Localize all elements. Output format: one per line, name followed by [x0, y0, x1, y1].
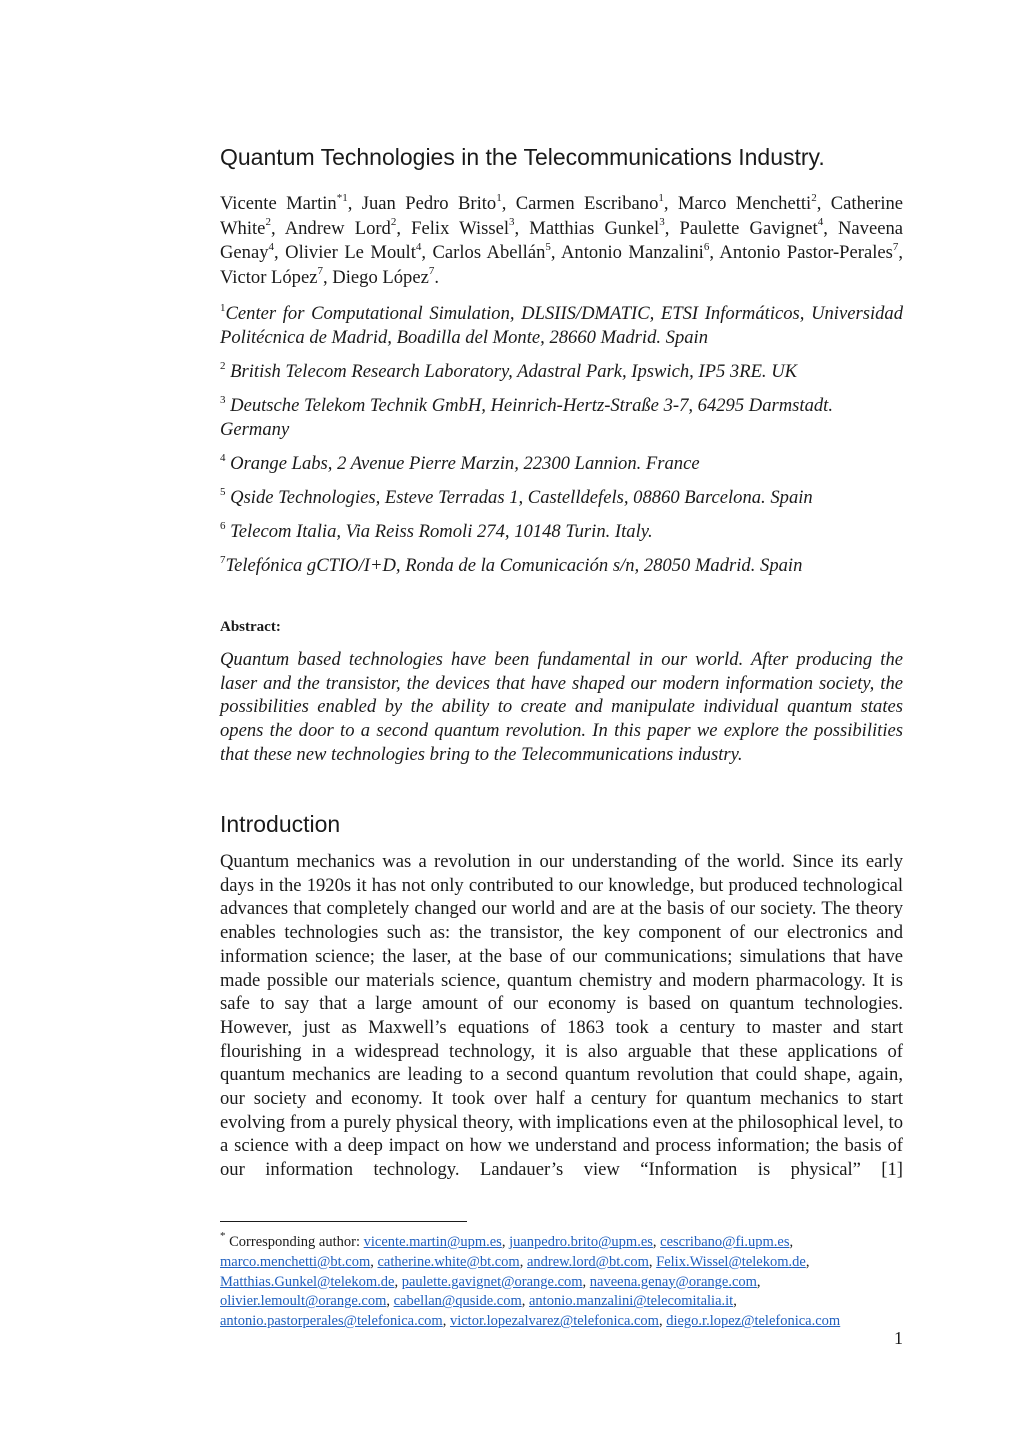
author-name: Diego López: [332, 266, 429, 288]
author-separator: ,: [270, 217, 285, 239]
author-separator: .: [434, 266, 439, 288]
author-separator: ,: [421, 242, 433, 263]
footnote-divider: [220, 1221, 467, 1222]
author-affiliation-mark: 6: [703, 240, 710, 253]
author-name: Catherine White: [220, 193, 904, 239]
author-name: Matthias Gunkel: [529, 217, 660, 239]
email-link[interactable]: cescribano@fi.upm.es: [660, 1234, 790, 1250]
author-name: Carlos Abellán: [432, 242, 546, 263]
email-separator: ,: [386, 1293, 394, 1310]
affiliation-7: $^7$Telefónica gCTIO/I+D, Ronda de la Comunicación s/n, 28050 Madrid. Spain: [220, 553, 803, 576]
email-separator: ,: [805, 1253, 810, 1270]
email-link[interactable]: olivier.lemoult@orange.com: [220, 1293, 387, 1310]
introduction-paragraph: Quantum mechanics was a revolution in our understanding of the world. Since its early days in the 1920s it has not only contributed to our knowledge, but produced technological advances that completely changed our world and are at the basis of our society. The theory enables technologies such as: the transistor, the key component of our electronics and information science; the laser, at the base of our communications; simulations that have made possible our materials science, quantum chemistry and modern pharmacology. It is safe to say that a large amount of our economy is based on quantum technologies. However, just as Maxwell’s equations of 1863 took a century to master and start flourishing in a widespread technology, it is also arguable that these applications of quantum mechanics are leading to a second quantum revolution that could shape, again, our society and economy. It took over half a century for quantum mechanics to start evolving from a purely physical theory, with implications even at the philosophical level, to a science with a deep impact on how we understand and process information; the basis of our information technology. Landauer’s view “Information is physical” [1]: [220, 851, 903, 1181]
email-link[interactable]: diego.r.lopez@telefonica.com: [666, 1313, 841, 1330]
email-separator: ,: [756, 1273, 761, 1290]
email-link[interactable]: catherine.white@bt.com: [377, 1253, 520, 1270]
author-affiliation-mark: 4: [415, 240, 422, 253]
author-name: Marco Menchetti: [677, 193, 812, 214]
author-name: Juan Pedro Brito: [361, 193, 497, 214]
email-link[interactable]: antonio.pastorperales@telefonica.com: [220, 1313, 443, 1330]
author-name: Naveena Genay: [220, 217, 904, 263]
email-link[interactable]: cabellan@quside.com: [393, 1293, 522, 1310]
affiliation-3: $^3$ Deutsche Telekom Technik GmbH, Heinrich-Hertz-Straße 3-7, 64295 Darmstadt. Germany: [220, 393, 833, 440]
email-separator: ,: [582, 1273, 590, 1290]
author-separator: ,: [664, 217, 680, 239]
author-name: Andrew Lord: [284, 217, 391, 239]
email-link[interactable]: naveena.genay@orange.com: [589, 1273, 757, 1290]
abstract-text: Quantum based technologies have been fundamental in our world. After producing the laser and the transistor, the devices that have shaped our modern information society, the possibilities enabled by the ability to create and manipulate individual quantum states opens the door to a second quantum revolution. In this paper we explore the possibilities that these new technologies bring to the Telecommunications industry.: [220, 649, 903, 765]
author-name: Olivier Le Moult: [285, 242, 416, 263]
author-name: Victor López: [220, 266, 318, 288]
author-separator: ,: [898, 242, 904, 263]
author-affiliation-mark: 3: [509, 216, 515, 229]
author-name: Antonio Pastor-Perales: [719, 242, 893, 263]
author-name: Vicente Martin: [220, 193, 337, 214]
email-separator: ,: [648, 1253, 657, 1270]
email-separator: ,: [789, 1234, 794, 1250]
email-link[interactable]: marco.menchetti@bt.com: [220, 1253, 371, 1270]
email-separator: ,: [394, 1273, 402, 1290]
author-affiliation-mark: 5: [545, 240, 551, 253]
author-affiliation-mark: 7: [317, 265, 323, 278]
email-separator: ,: [442, 1313, 450, 1330]
email-link[interactable]: juanpedro.brito@upm.es: [509, 1234, 653, 1250]
author-affiliation-mark: 2: [265, 216, 271, 229]
affiliation-6: $^6$ Telecom Italia, Via Reiss Romoli 274, 10148 Turin. Italy.: [220, 519, 653, 542]
author-affiliation-mark: *1: [336, 191, 348, 204]
author-affiliation-mark: 1: [496, 191, 502, 204]
affiliation-2: $^2$ British Telecom Research Laboratory, Adastral Park, Ipswich, IP5 3RE. UK: [220, 359, 798, 382]
email-link[interactable]: paulette.gavignet@orange.com: [401, 1273, 583, 1290]
author-separator: ,: [501, 193, 516, 214]
author-separator: ,: [396, 217, 412, 239]
author-separator: ,: [816, 193, 831, 214]
abstract-label: Abstract:: [220, 619, 281, 635]
author-affiliation-mark: 4: [817, 216, 824, 229]
author-separator: ,: [347, 193, 362, 214]
author-name: Felix Wissel: [411, 217, 510, 239]
author-separator: ,: [550, 242, 561, 263]
email-link[interactable]: Matthias.Gunkel@telekom.de: [220, 1273, 395, 1290]
email-separator: ,: [658, 1313, 667, 1330]
paper-title: Quantum Technologies in the Telecommunications Industry.: [220, 144, 825, 170]
email-link[interactable]: andrew.lord@bt.com: [526, 1253, 649, 1270]
email-separator: ,: [501, 1234, 510, 1250]
affiliation-5: $^5$ Qside Technologies, Esteve Terradas 1, Castelldefels, 08860 Barcelona. Spain: [220, 485, 813, 508]
affiliation-1: $^1$Center for Computational Simulation, DLSIIS/DMATIC, ETSI Informáticos, Universidad Politécnica de Madrid, Boadilla del Monte, 28660 Madrid. Spain: [220, 301, 903, 348]
author-affiliation-mark: 2: [811, 191, 817, 204]
author-affiliation-mark: 7: [892, 240, 899, 253]
email-separator: ,: [733, 1293, 737, 1310]
affiliation-4: $^4$ Orange Labs, 2 Avenue Pierre Marzin, 22300 Lannion. France: [220, 451, 700, 474]
footnote-label: Corresponding author:: [225, 1234, 364, 1250]
author-name: Antonio Manzalini: [561, 242, 704, 263]
author-name: Carmen Escribano: [515, 193, 659, 214]
author-affiliation-mark: 7: [428, 265, 435, 278]
email-link[interactable]: antonio.manzalini@telecomitalia.it: [528, 1293, 734, 1310]
author-affiliation-mark: 3: [659, 216, 665, 229]
page-number: 1: [894, 1328, 903, 1348]
email-separator: ,: [652, 1234, 661, 1250]
author-separator: ,: [274, 242, 286, 263]
author-separator: ,: [709, 242, 720, 263]
author-separator: ,: [823, 217, 838, 239]
email-separator: ,: [521, 1293, 529, 1310]
footnote-mark: *: [220, 1230, 226, 1243]
author-affiliation-mark: 4: [268, 240, 275, 253]
author-separator: ,: [514, 217, 530, 239]
footnote-corresponding-author: [220, 1230, 903, 1332]
email-link[interactable]: Felix.Wissel@telekom.de: [656, 1253, 806, 1270]
author-list: [220, 192, 903, 290]
email-separator: ,: [370, 1253, 378, 1270]
author-separator: ,: [663, 193, 678, 214]
author-name: Paulette Gavignet: [679, 217, 818, 239]
email-link[interactable]: vicente.martin@upm.es: [363, 1234, 502, 1250]
introduction-heading: Introduction: [220, 811, 341, 837]
author-separator: ,: [323, 266, 333, 288]
email-link[interactable]: victor.lopezalvarez@telefonica.com: [449, 1313, 659, 1330]
author-affiliation-mark: 1: [658, 191, 664, 204]
author-affiliation-mark: 2: [390, 216, 397, 229]
email-separator: ,: [519, 1253, 527, 1270]
